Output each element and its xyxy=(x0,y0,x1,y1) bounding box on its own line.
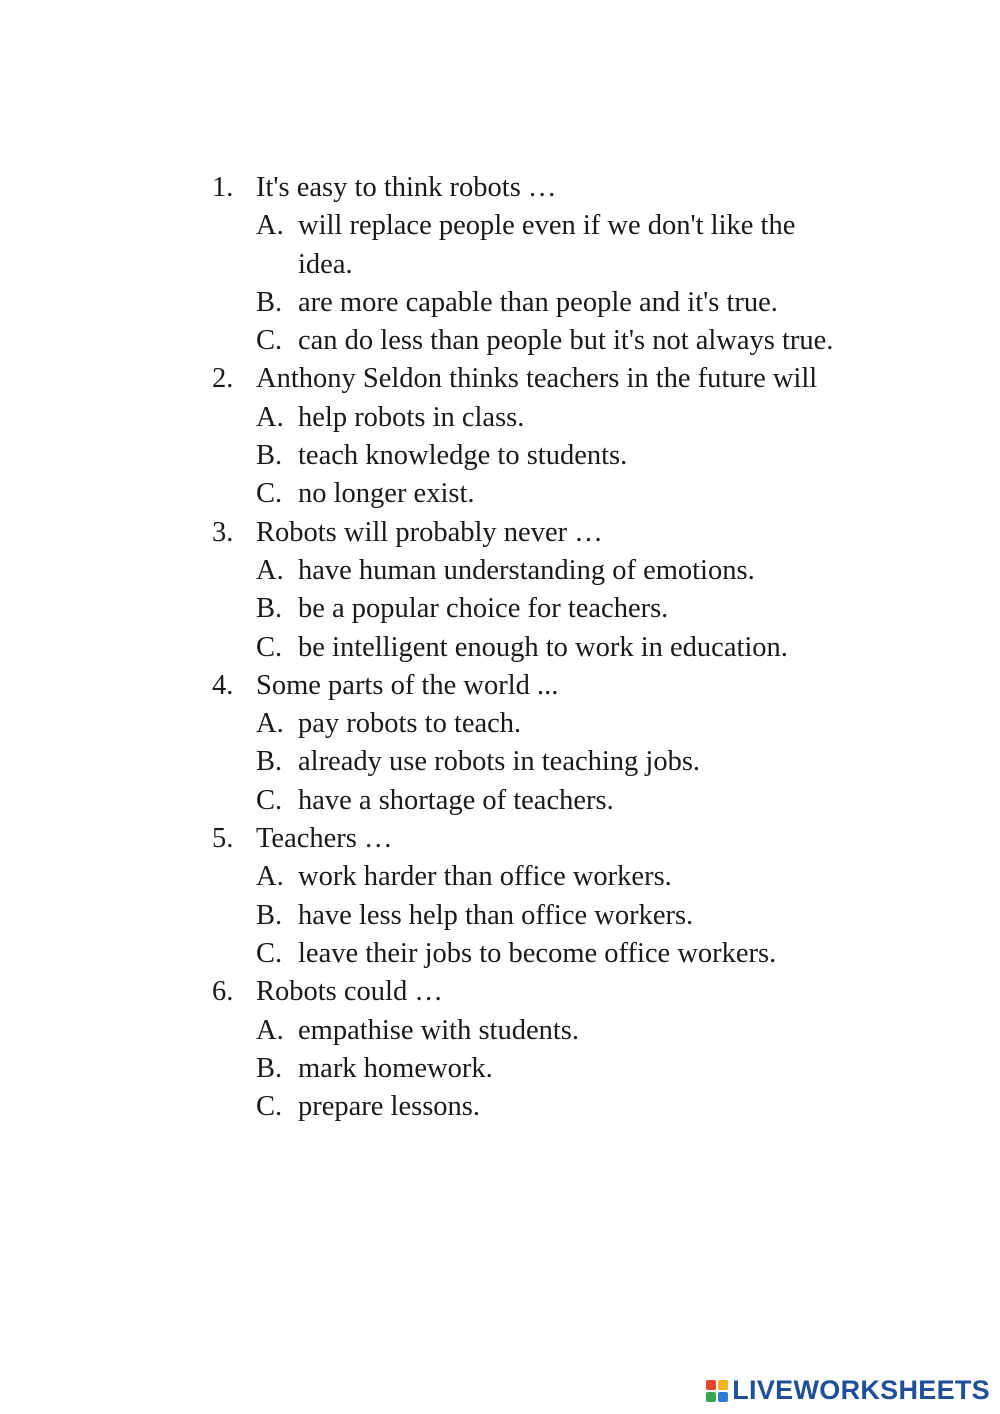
option-letter: C. xyxy=(256,478,283,510)
option-letter: B. xyxy=(256,593,283,625)
question-text: Teachers … xyxy=(256,823,393,855)
option-b[interactable] xyxy=(0,284,1000,322)
option-text: prepare lessons. xyxy=(298,1091,481,1123)
option-letter: B. xyxy=(256,1052,283,1084)
question-list xyxy=(0,169,1000,1126)
option-letter: C. xyxy=(256,325,283,357)
option-text: have a shortage of teachers. xyxy=(298,784,614,816)
question-2 xyxy=(0,360,1000,513)
option-text: no longer exist. xyxy=(298,478,475,510)
option-text: have human understanding of emotions. xyxy=(298,554,755,586)
question-4 xyxy=(0,667,1000,820)
option-letter: B. xyxy=(256,440,283,472)
logo-square-yellow xyxy=(718,1380,728,1390)
option-c[interactable] xyxy=(0,1088,1000,1126)
option-text: have less help than office workers. xyxy=(298,899,694,931)
option-a[interactable] xyxy=(0,399,1000,437)
option-text: be a popular choice for teachers. xyxy=(298,593,669,625)
option-c[interactable] xyxy=(0,475,1000,513)
option-letter: B. xyxy=(256,899,283,931)
option-b[interactable] xyxy=(0,897,1000,935)
logo-square-green xyxy=(706,1392,716,1402)
question-text: Some parts of the world ... xyxy=(256,669,559,701)
option-letter: B. xyxy=(256,746,283,778)
question-3 xyxy=(0,514,1000,667)
option-letter: A. xyxy=(256,708,284,740)
option-text: help robots in class. xyxy=(298,401,525,433)
option-letter: A. xyxy=(256,401,284,433)
question-number: 2. xyxy=(212,363,234,395)
option-b[interactable] xyxy=(0,590,1000,628)
option-text: already use robots in teaching jobs. xyxy=(298,746,701,778)
option-b[interactable] xyxy=(0,743,1000,781)
liveworksheets-logo-icon xyxy=(706,1380,728,1402)
option-a[interactable] xyxy=(0,858,1000,896)
option-a[interactable] xyxy=(0,207,1000,284)
brand-name: LIVEWORKSHEETS xyxy=(732,1375,990,1405)
option-text: can do less than people but it's not always true. xyxy=(298,325,834,357)
option-letter: A. xyxy=(256,210,284,242)
question-number: 3. xyxy=(212,516,234,548)
option-text: are more capable than people and it's true. xyxy=(298,286,778,318)
question-number: 1. xyxy=(212,172,234,203)
option-a[interactable] xyxy=(0,552,1000,590)
option-letter: A. xyxy=(256,861,284,893)
question-text: It's easy to think robots … xyxy=(256,172,557,203)
question-6 xyxy=(0,973,1000,1126)
option-text: empathise with students. xyxy=(298,1014,580,1046)
question-text: Robots could … xyxy=(256,976,443,1008)
option-text: work harder than office workers. xyxy=(298,861,672,893)
question-number: 6. xyxy=(212,976,234,1008)
question-number: 5. xyxy=(212,823,234,855)
option-letter: C. xyxy=(256,1091,283,1123)
option-b[interactable] xyxy=(0,1050,1000,1088)
question-text: Robots will probably never … xyxy=(256,516,603,548)
option-letter: A. xyxy=(256,1014,284,1046)
option-text: will replace people even if we don't like the idea. xyxy=(298,210,796,280)
option-letter: C. xyxy=(256,937,283,969)
option-letter: B. xyxy=(256,286,283,318)
option-text: pay robots to teach. xyxy=(298,708,522,740)
logo-square-red xyxy=(706,1380,716,1390)
option-b[interactable] xyxy=(0,437,1000,475)
option-c[interactable] xyxy=(0,935,1000,973)
question-number: 4. xyxy=(212,669,234,701)
option-a[interactable] xyxy=(0,705,1000,743)
option-text: mark homework. xyxy=(298,1052,493,1084)
question-5 xyxy=(0,820,1000,973)
liveworksheets-logo xyxy=(706,1375,990,1406)
option-letter: A. xyxy=(256,554,284,586)
option-letter: C. xyxy=(256,631,283,663)
option-c[interactable] xyxy=(0,782,1000,820)
option-c[interactable] xyxy=(0,629,1000,667)
option-text: be intelligent enough to work in education. xyxy=(298,631,788,663)
question-1 xyxy=(0,169,1000,360)
option-c[interactable] xyxy=(0,322,1000,360)
option-text: teach knowledge to students. xyxy=(298,440,628,472)
option-text: leave their jobs to become office workers. xyxy=(298,937,777,969)
option-letter: C. xyxy=(256,784,283,816)
option-a[interactable] xyxy=(0,1012,1000,1050)
logo-square-blue xyxy=(718,1392,728,1402)
question-text: Anthony Seldon thinks teachers in the future will xyxy=(256,363,818,395)
